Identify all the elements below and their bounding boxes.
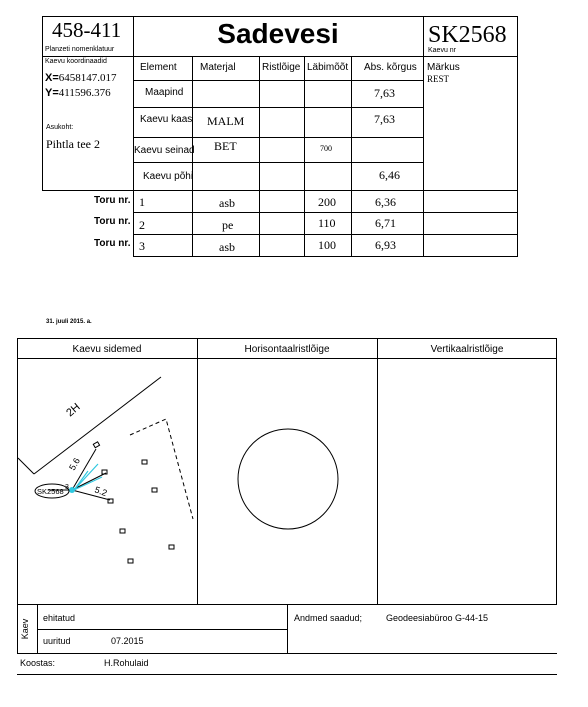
street-label: 2H (64, 401, 83, 420)
coord-x-value: 6458147.017 (58, 72, 117, 84)
location-value: Pihtla tee 2 (46, 137, 100, 151)
author-label: Koostas: (20, 658, 56, 668)
surveyed-date: 07.2015 (111, 636, 144, 646)
pipe-number-label: 3 (65, 484, 69, 491)
pipe-no: 2 (139, 218, 145, 232)
col-elevation: Abs. kõrgus (364, 62, 417, 73)
data-source-label: Andmed saadud; (294, 613, 363, 623)
col-material: Materjal (200, 62, 236, 73)
row-material: BET (214, 139, 237, 153)
panel-title-ties: Kaevu sidemed (72, 344, 142, 355)
pipe-diameter: 200 (318, 195, 336, 209)
street-line (34, 377, 161, 474)
row-material: MALM (207, 114, 245, 128)
pipe-diameter: 100 (318, 238, 336, 252)
pipe-no: 3 (139, 239, 145, 253)
well-id-label: Kaevu nr (428, 47, 457, 54)
panel-title-horizontal: Horisontaalristlõige (244, 344, 330, 355)
horizontal-section (198, 359, 377, 604)
surveyed-label: uuritud (43, 636, 71, 646)
pipe-material: asb (219, 240, 235, 254)
header-table (0, 0, 588, 270)
coord-x (45, 72, 117, 84)
footer-side-label: Kaev (20, 618, 30, 640)
note-value: REST (427, 74, 450, 84)
tie-dimension: 5.6 (67, 456, 82, 472)
coord-x-label: X= (45, 72, 59, 84)
building-markers (93, 442, 174, 563)
tie-dimension: 5.2 (93, 484, 109, 499)
plan-sheet-label: Planzeti nomenklatuur (45, 46, 115, 53)
panel-title-vertical: Vertikaalristlõige (430, 344, 504, 355)
col-element: Element (140, 62, 177, 73)
well-id: SK2568 (428, 22, 507, 48)
row-elevation: 7,63 (374, 112, 395, 126)
coord-y (45, 87, 111, 99)
pipe-elevation: 6,71 (375, 216, 396, 230)
pipe-label: Toru nr. (94, 216, 131, 227)
well-label: SK2568 (37, 487, 64, 496)
pipe-no: 1 (139, 195, 145, 209)
row-element: Kaevu põhi (143, 171, 194, 182)
author-name: H.Rohulaid (104, 658, 149, 668)
pipe-elevation: 6,36 (375, 195, 396, 209)
coord-y-label: Y= (45, 87, 59, 99)
col-diameter: Läbimõõt (307, 62, 349, 73)
plan-sheet-number: 458-411 (52, 18, 122, 42)
street-line (18, 458, 34, 474)
data-source-value: Geodeesiabüroo G-44-15 (386, 613, 489, 623)
page-title: Sadevesi (217, 18, 339, 49)
row-element: Maapind (145, 87, 184, 98)
row-diameter: 700 (320, 144, 332, 153)
well-marker (69, 487, 75, 493)
property-boundary (130, 419, 193, 519)
row-elevation: 6,46 (379, 168, 400, 182)
col-cross: Ristlõige (262, 62, 301, 73)
row-element: Kaevu seinad (134, 145, 195, 156)
pipe-label: Toru nr. (94, 238, 131, 249)
pipe-diameter: 110 (318, 216, 336, 230)
row-elevation: 7,63 (374, 86, 395, 100)
coord-y-value: 411596.376 (58, 87, 111, 99)
ties-sketch (18, 359, 196, 604)
well-section-circle (238, 429, 338, 529)
pipe-label: Toru nr. (94, 195, 131, 206)
pipe-material: asb (219, 196, 235, 210)
row-element: Kaevu kaas (140, 114, 193, 125)
coords-label: Kaevu koordinaadid (45, 58, 107, 65)
col-note: Märkus (427, 62, 460, 73)
built-label: ehitatud (43, 613, 76, 623)
pipe-elevation: 6,93 (375, 238, 396, 252)
pipe-material: pe (222, 218, 234, 232)
location-label: Asukoht: (46, 124, 74, 131)
document-date: 31. juuli 2015. a. (46, 319, 92, 325)
